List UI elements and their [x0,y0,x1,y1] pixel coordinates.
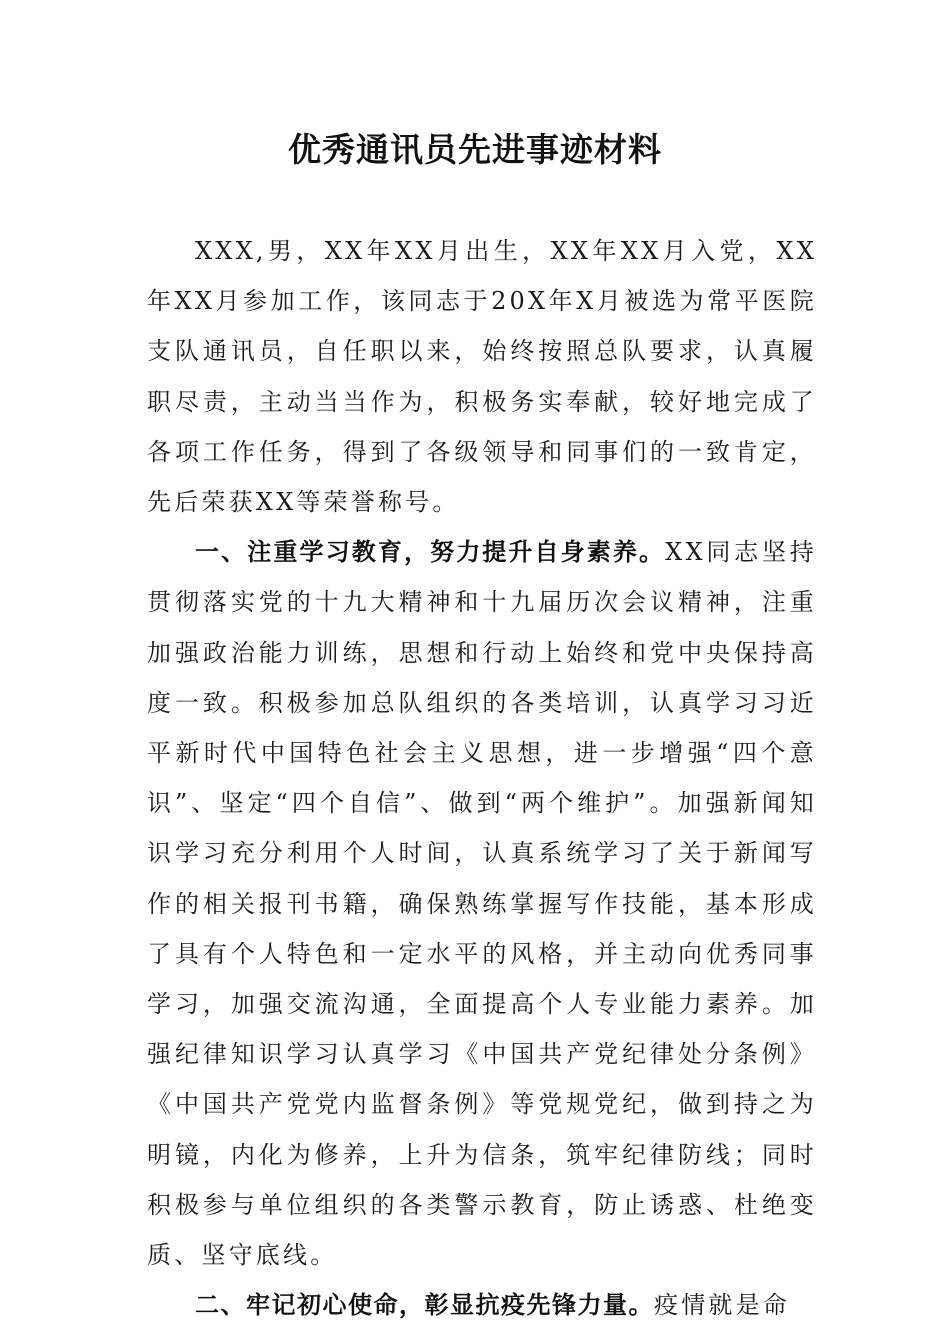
document-title: 优秀通讯员先进事迹材料 [288,130,662,169]
intro-paragraph: XXX,男，XX年XX月出生，XX年XX月入党，XX年XX月参加工作，该同志于20X年X月被选为常平医院支队通讯员，自任职以来，始终按照总队要求，认真履职尽责，主动当当作为，积极务实奉献，较好地完成了各项工作任务，得到了各级领导和同事们的一致肯定，先后荣获XX等荣誉称号。 [147,237,817,517]
section-1-paragraph [147,527,817,1280]
section-2-paragraph [147,1280,817,1330]
document-body [147,226,817,1330]
section-1-text: XX同志坚持贯彻落实党的十九大精神和十九届历次会议精神，注重加强政治能力训练，思想和行动上始终和党中央保持高度一致。积极参加总队组织的各类培训，认真学习习近平新时代中国特色社会主义思想，进一步增强“四个意识”、坚定“四个自信”、做到“两个维护”。加强新闻知识学习充分利用个人时间，认真系统学习了关于新闻写作的相关报刊书籍，确保熟练掌握写作技能，基本形成了具有个人特色和一定水平的风格，并主动向优秀同事学习，加强交流沟通，全面提高个人专业能力素养。加强纪律知识学习认真学习《中国共产党纪律处分条例》《中国共产党党内监督条例》等党规党纪，做到持之为明镜，内化为修养，上升为信条，筑牢纪律防线；同时积极参与单位组织的各类警示教育，防止诱惑、杜绝变质、坚守底线。 [147,538,818,1270]
section-1-heading: 一、注重学习教育，努力提升自身素养。 [195,538,666,567]
section-2-heading: 二、牢记初心使命，彰显抗疫先锋力量。 [195,1291,654,1320]
section-2-text: 疫情就是命 [654,1291,790,1320]
